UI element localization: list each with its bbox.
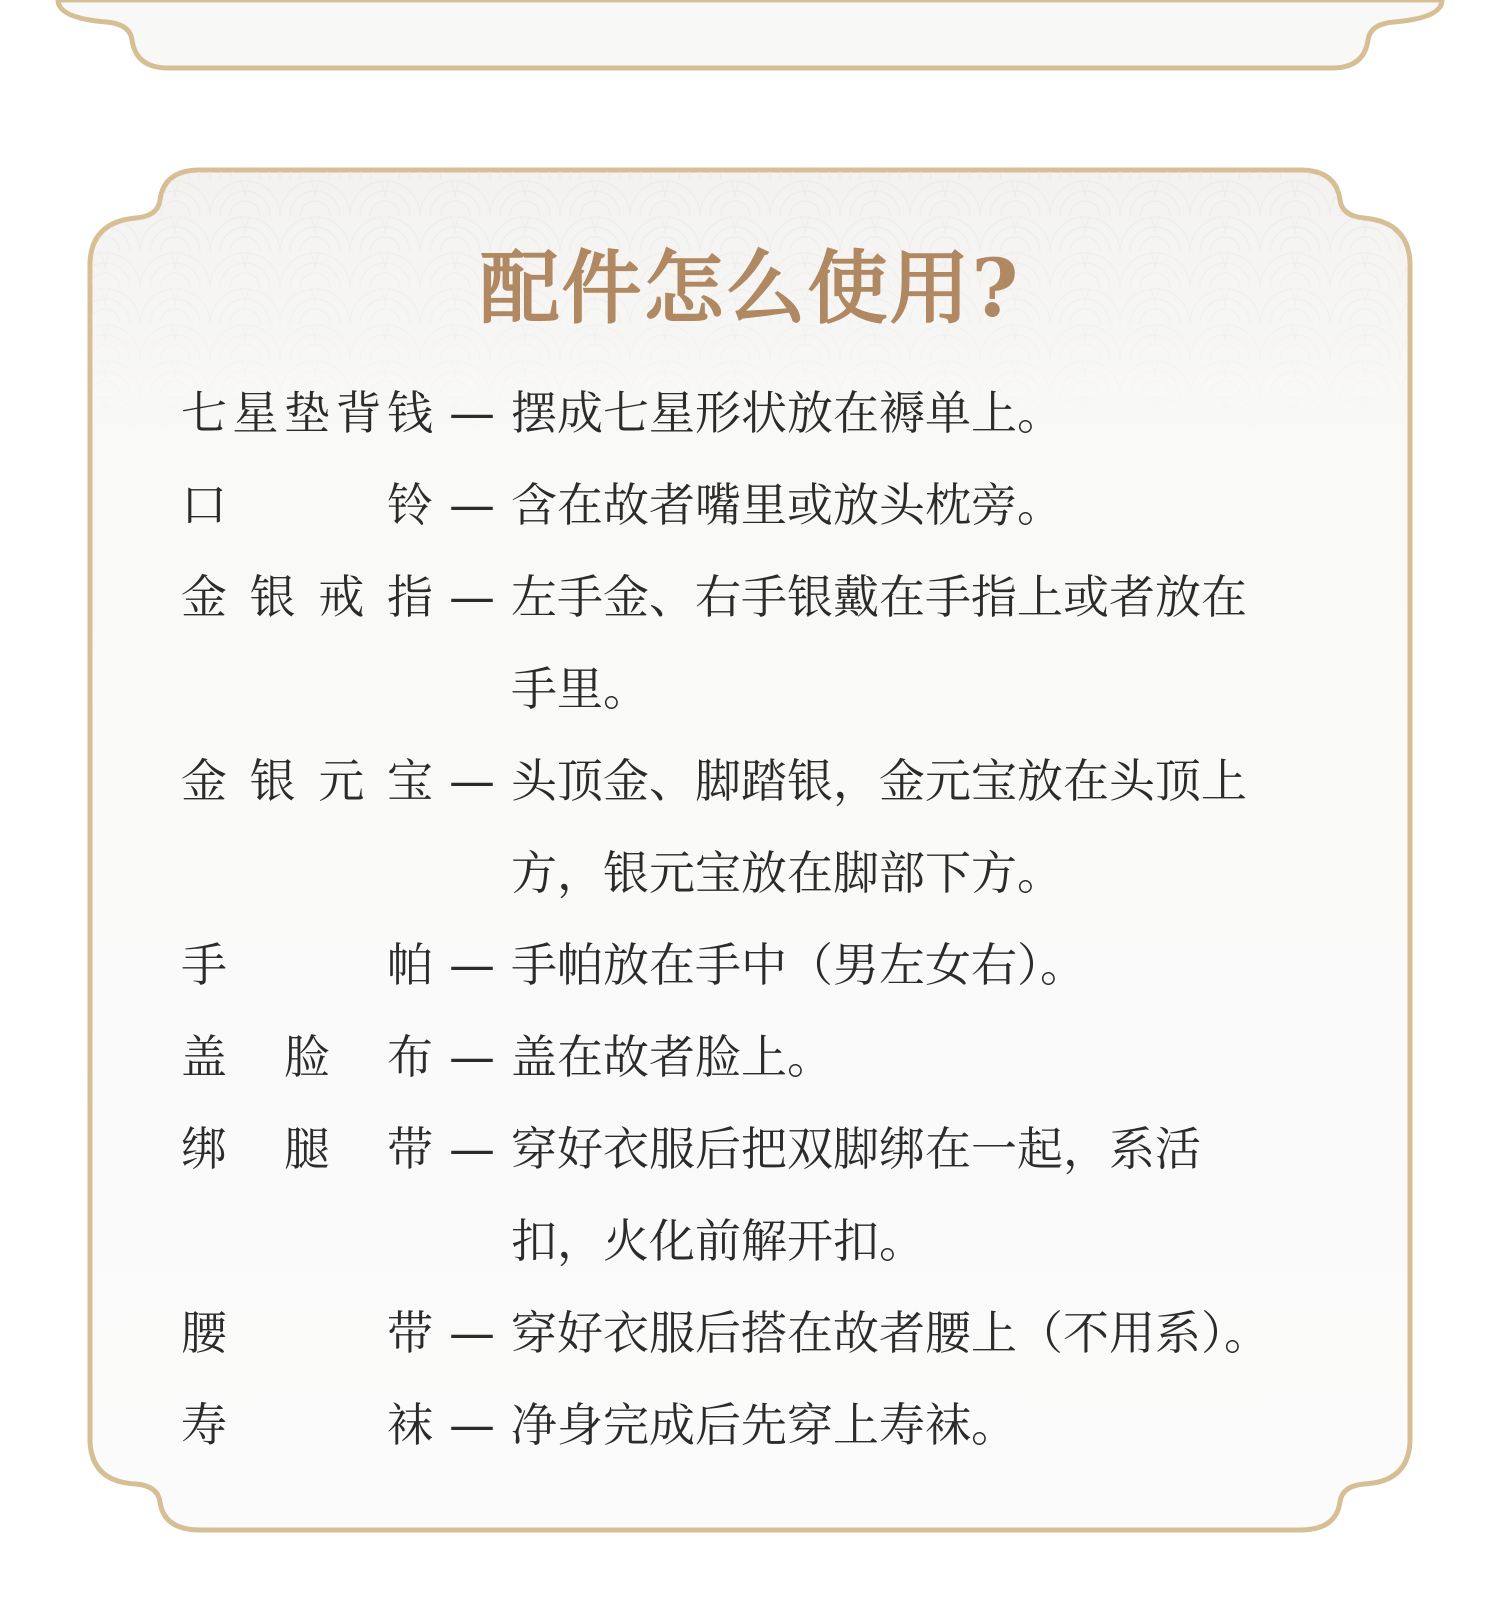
item-name bbox=[181, 1287, 433, 1379]
item-name-char: 垫 bbox=[284, 386, 330, 440]
item-name-char: 指 bbox=[386, 570, 433, 624]
item-name bbox=[181, 459, 433, 551]
item-description bbox=[511, 367, 1311, 459]
item-description bbox=[511, 1379, 1311, 1471]
item-description bbox=[511, 1103, 1311, 1287]
item-name-char: 元 bbox=[318, 754, 365, 808]
description-line: 手里。 bbox=[511, 662, 649, 716]
list-item bbox=[181, 735, 1321, 919]
item-name-char: 金 bbox=[181, 570, 227, 624]
item-name-char: 星 bbox=[232, 386, 279, 440]
item-name-char: 七 bbox=[181, 386, 227, 440]
item-name-char: 钱 bbox=[387, 386, 433, 440]
description-line: 盖在故者脸上。 bbox=[511, 1030, 833, 1084]
item-name-char: 金 bbox=[181, 754, 227, 808]
description-line: 扣，火化前解开扣。 bbox=[511, 1214, 925, 1268]
description-line: 头顶金、脚踏银，金元宝放在头顶上 bbox=[511, 754, 1247, 808]
item-name-char: 盖 bbox=[181, 1030, 227, 1084]
item-name-char: 背 bbox=[335, 386, 382, 440]
item-name-char: 戒 bbox=[318, 570, 365, 624]
separator-dash: — bbox=[449, 1122, 495, 1176]
list-item bbox=[181, 1287, 1321, 1379]
item-description bbox=[511, 919, 1311, 1011]
item-name-char: 腰 bbox=[181, 1306, 227, 1360]
separator-dash: — bbox=[449, 938, 495, 992]
page-title: 配件怎么使用? bbox=[479, 241, 1021, 335]
accessory-list bbox=[181, 367, 1321, 1471]
top-frame bbox=[58, 0, 1442, 68]
description-line: 含在故者嘴里或放头枕旁。 bbox=[511, 478, 1063, 532]
list-item bbox=[181, 1011, 1321, 1103]
separator-dash: — bbox=[449, 1398, 495, 1452]
item-name-char: 银 bbox=[249, 570, 296, 624]
item-name-char: 手 bbox=[181, 938, 227, 992]
separator-dash: — bbox=[449, 478, 495, 532]
list-item bbox=[181, 459, 1321, 551]
item-name bbox=[181, 919, 433, 1011]
item-name-char: 带 bbox=[387, 1306, 433, 1360]
item-name-char: 帕 bbox=[387, 938, 433, 992]
item-name-char: 脸 bbox=[284, 1030, 330, 1084]
item-name-char: 腿 bbox=[284, 1122, 330, 1176]
description-line: 穿好衣服后搭在故者腰上（不用系）。 bbox=[511, 1306, 1270, 1360]
item-description bbox=[511, 1011, 1311, 1103]
separator-dash: — bbox=[449, 1306, 495, 1360]
item-description bbox=[511, 551, 1311, 735]
item-name-char: 宝 bbox=[386, 754, 433, 808]
item-name-char: 布 bbox=[387, 1030, 433, 1084]
list-item bbox=[181, 1103, 1321, 1287]
item-name bbox=[181, 1379, 433, 1471]
item-name bbox=[181, 367, 433, 459]
item-name bbox=[181, 551, 433, 735]
item-name-char: 铃 bbox=[387, 478, 433, 532]
item-name-char: 口 bbox=[181, 478, 227, 532]
description-line: 左手金、右手银戴在手指上或者放在 bbox=[511, 570, 1247, 624]
item-name-char: 绑 bbox=[181, 1122, 227, 1176]
separator-dash: — bbox=[449, 754, 495, 808]
description-line: 净身完成后先穿上寿袜。 bbox=[511, 1398, 1017, 1452]
item-name bbox=[181, 1011, 433, 1103]
item-name-char: 带 bbox=[387, 1122, 433, 1176]
item-name bbox=[181, 735, 433, 919]
list-item bbox=[181, 1379, 1321, 1471]
item-description bbox=[511, 459, 1311, 551]
list-item bbox=[181, 919, 1321, 1011]
separator-dash: — bbox=[449, 570, 495, 624]
separator-dash: — bbox=[449, 1030, 495, 1084]
item-description bbox=[511, 1287, 1311, 1379]
item-description bbox=[511, 735, 1311, 919]
item-name bbox=[181, 1103, 433, 1287]
description-line: 摆成七星形状放在褥单上。 bbox=[511, 386, 1063, 440]
separator-dash: — bbox=[449, 386, 495, 440]
item-name-char: 袜 bbox=[387, 1398, 433, 1452]
description-line: 手帕放在手中（男左女右）。 bbox=[511, 938, 1086, 992]
description-line: 方，银元宝放在脚部下方。 bbox=[511, 846, 1063, 900]
item-name-char: 寿 bbox=[181, 1398, 227, 1452]
list-item bbox=[181, 551, 1321, 735]
item-name-char: 银 bbox=[249, 754, 296, 808]
list-item bbox=[181, 367, 1321, 459]
description-line: 穿好衣服后把双脚绑在一起，系活 bbox=[511, 1122, 1201, 1176]
